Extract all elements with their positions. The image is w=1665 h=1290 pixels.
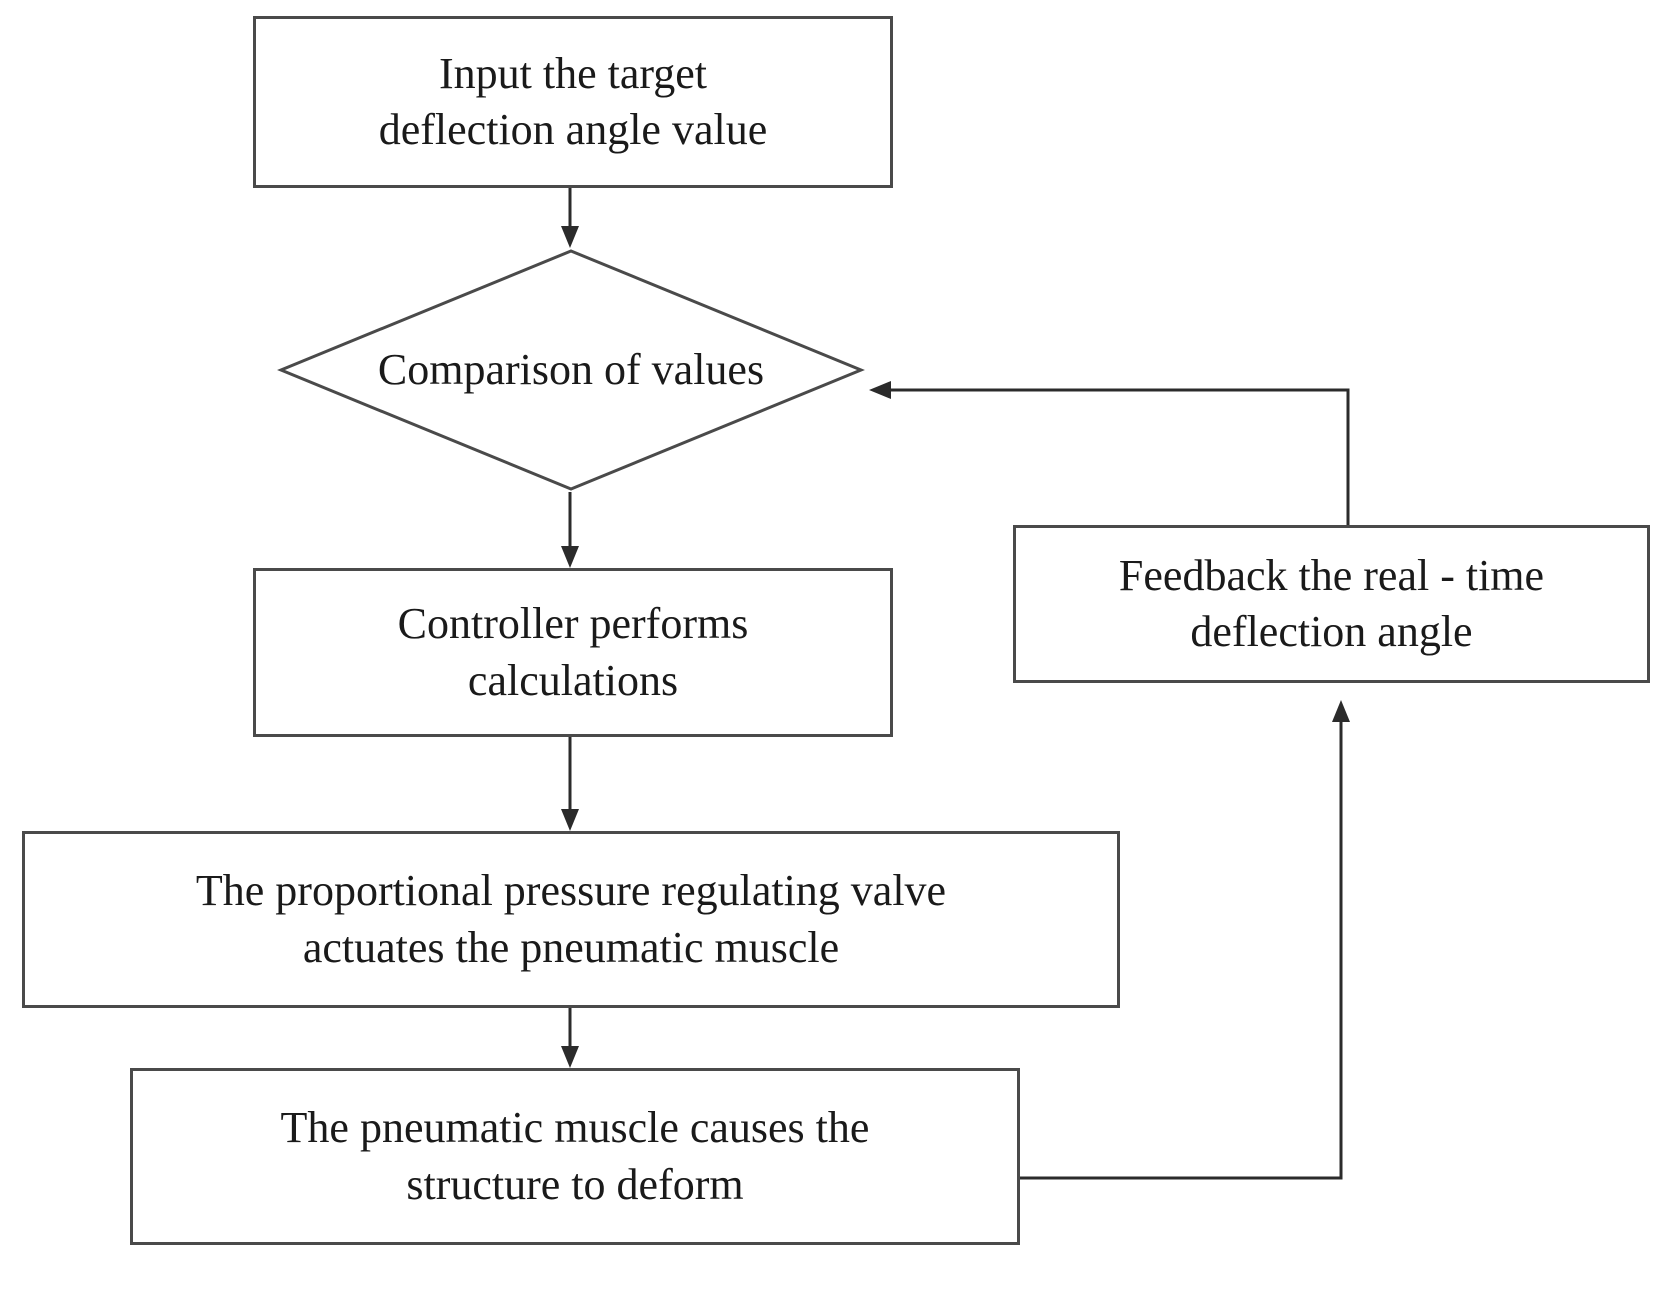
node-controller [253,568,893,737]
node-valve-label: The proportional pressure regulating valve actuates the pneumatic muscle [195,866,947,972]
node-comparison [278,248,864,492]
node-valve [22,831,1120,1008]
node-comparison-label: Comparison of values [377,344,765,394]
node-feedback [1013,525,1650,683]
edge-valve-to-deform [561,1008,579,1068]
node-input [253,16,893,188]
node-controller-label: Controller performs calculations [397,599,749,705]
node-feedback-label: Feedback the real - time deflection angle [1118,550,1545,656]
node-deform-label: The pneumatic muscle causes the structure to deform [280,1103,870,1209]
edge-controller-to-valve [561,737,579,831]
edge-input-to-comparison [561,188,579,248]
node-input-label: Input the target deflection angle value [378,48,768,154]
node-deform [130,1068,1020,1245]
edge-feedback-to-comparison [869,381,1348,525]
edge-comparison-to-controller [561,492,579,568]
